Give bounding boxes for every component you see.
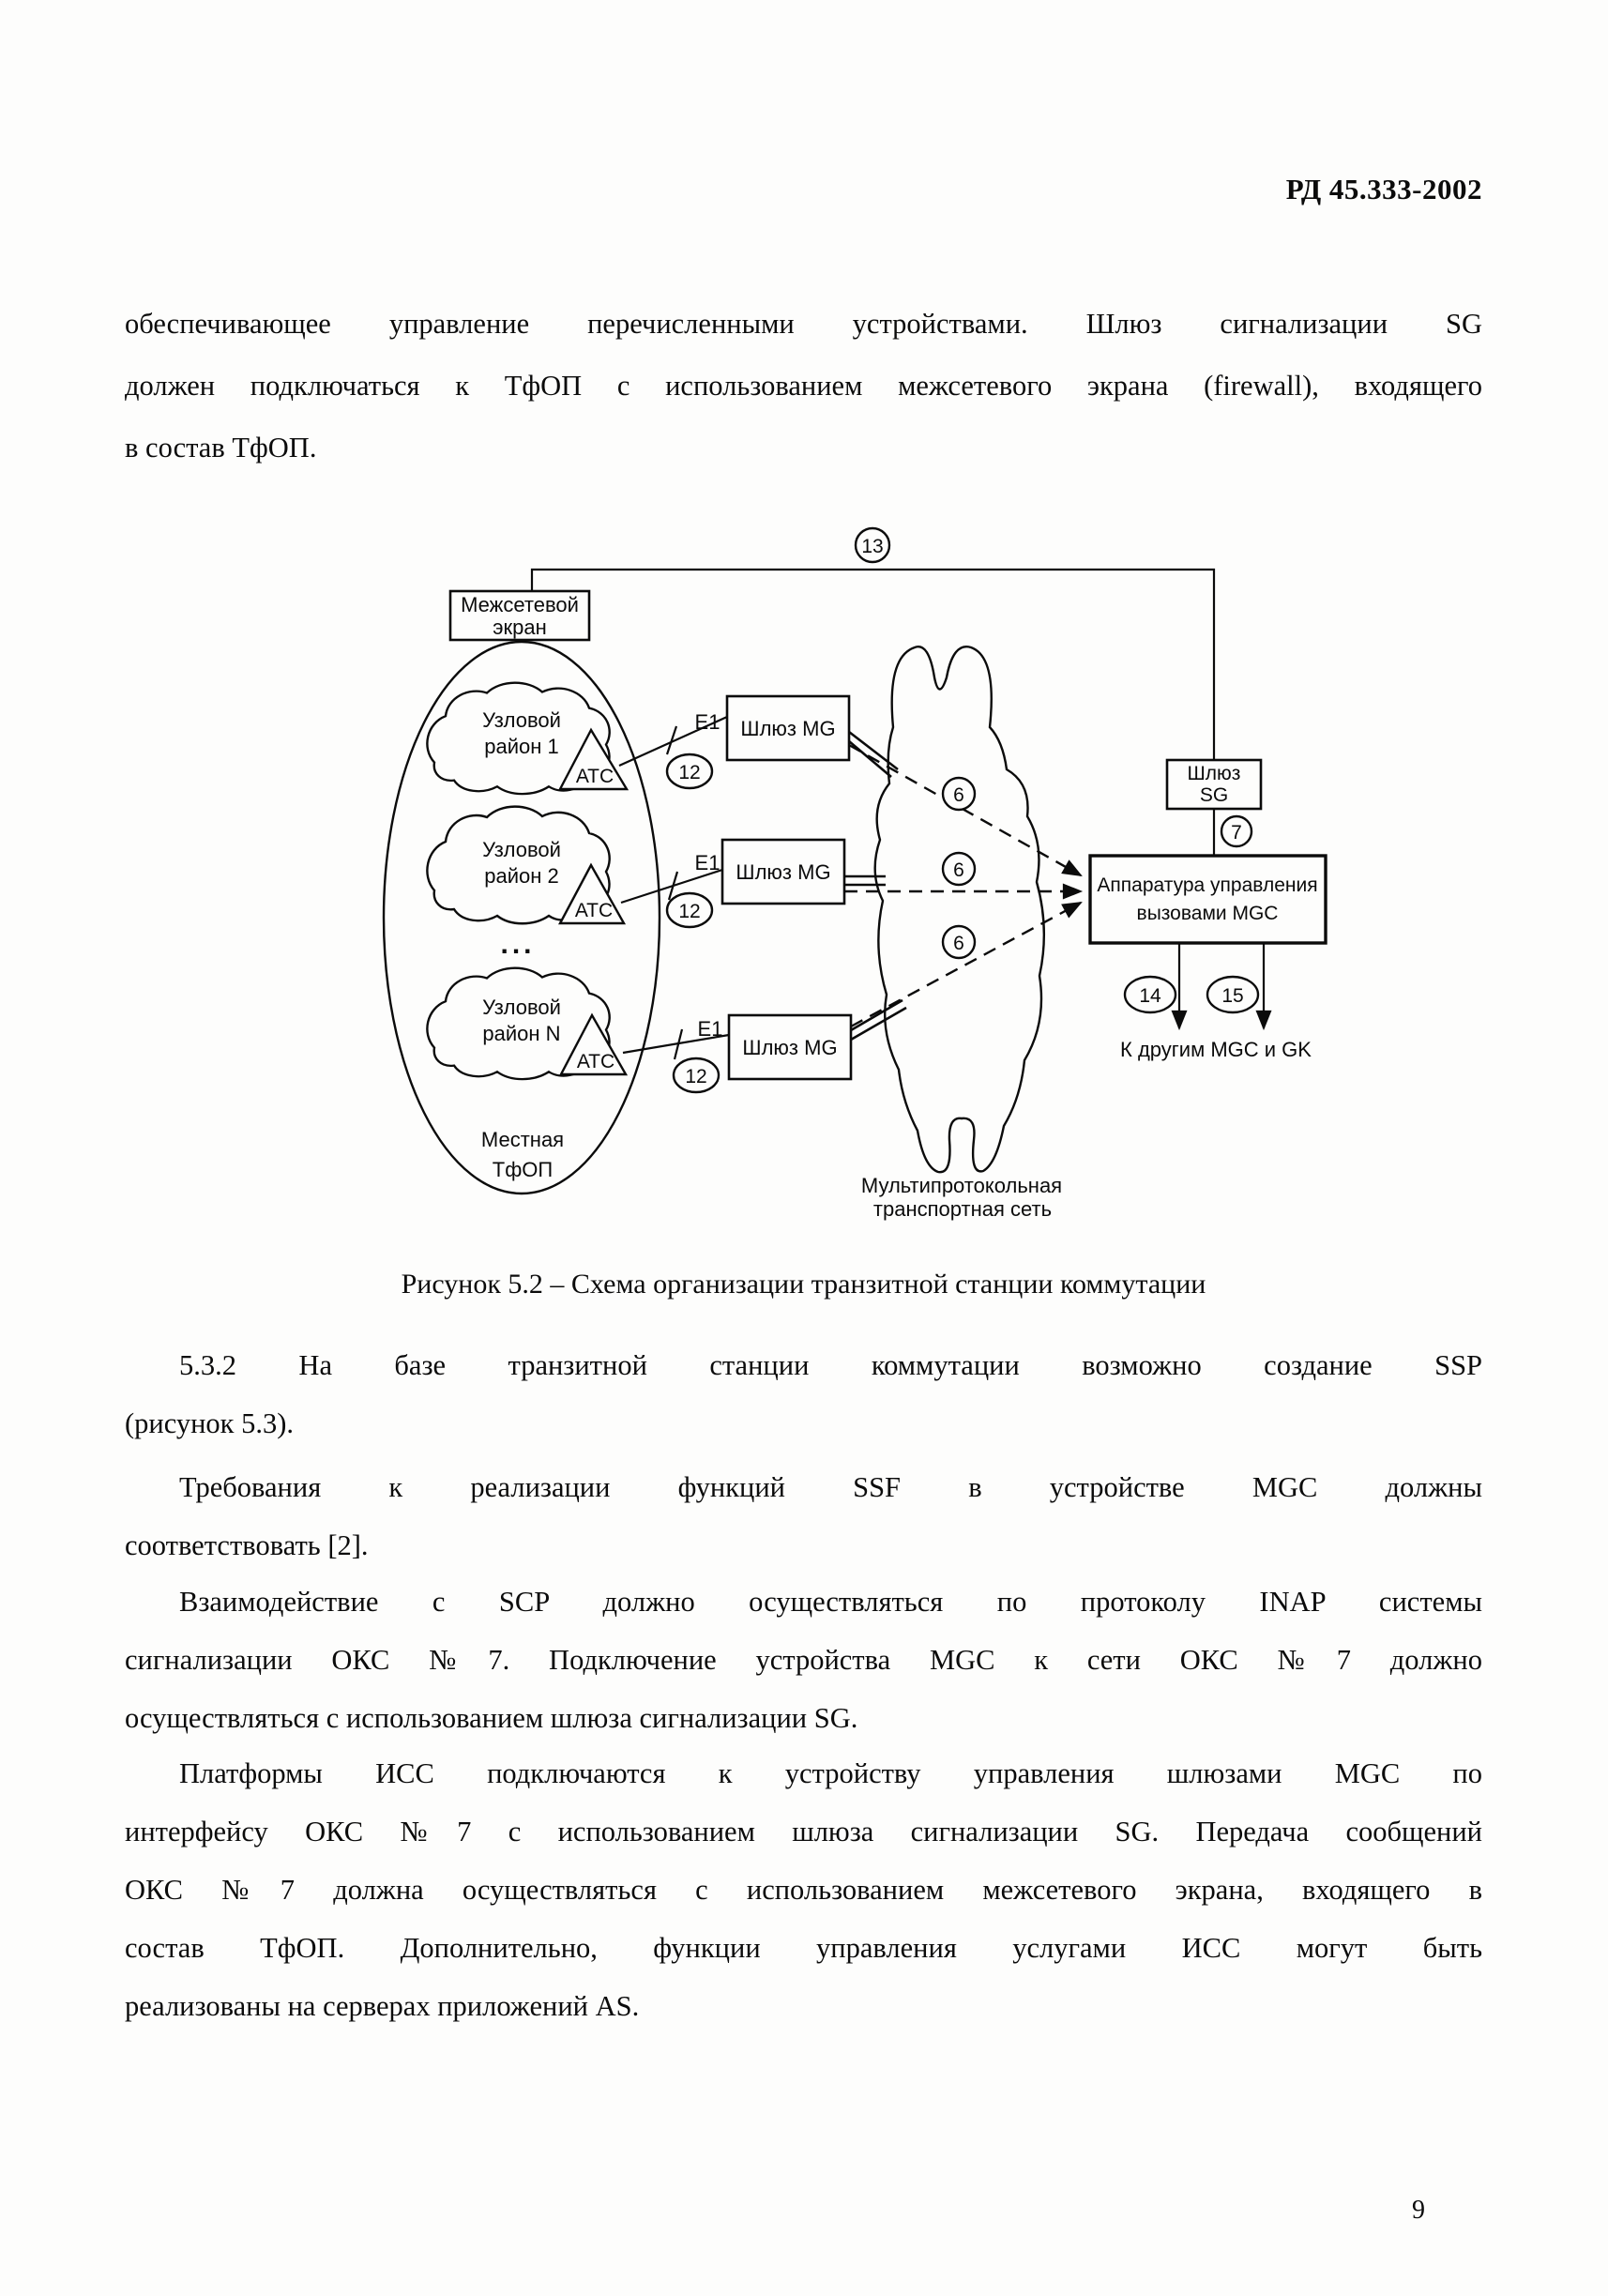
e1-label-1: E1 <box>694 710 721 734</box>
pstn-label-1: Местная <box>480 1128 565 1151</box>
cloudN-label-1: Узловой <box>482 996 561 1019</box>
atc2-label: АТС <box>574 900 614 921</box>
cloud2-label-1: Узловой <box>482 838 561 861</box>
paragraph-1 <box>125 293 1482 479</box>
mg2-label: Шлюз MG <box>736 860 831 884</box>
figure-caption: Рисунок 5.2 – Схема организации транзитной станции коммутации <box>401 1269 1206 1300</box>
sg-label-2: SG <box>1199 784 1229 806</box>
cloud1-label-1: Узловой <box>482 708 561 732</box>
interface-12-label-1: 12 <box>678 762 701 783</box>
document-code: РД 45.333-2002 <box>1285 173 1482 205</box>
transport-network-cloud <box>875 646 1044 1172</box>
text-line: сигнализации ОКС №7. Подключение устройства MGC к сети ОКС №7 должно <box>125 1644 1482 1676</box>
to-other-mgc-label: К другим MGC и GK <box>1120 1038 1312 1061</box>
text-line: Взаимодействие с SCP должно осуществляться по протоколу INAP системы <box>179 1586 1482 1618</box>
mgc-label-1: Аппаратура управления <box>1097 874 1318 896</box>
text-line: осуществляться с использованием шлюза сигнализации SG. <box>125 1702 858 1734</box>
paragraph-2 <box>125 1336 1482 1452</box>
sg-label-1: Шлюз <box>1187 763 1241 784</box>
e1-label-2: E1 <box>694 851 721 874</box>
text-line: обеспечивающее управление перечисленными устройствами. Шлюз сигнализации SG <box>125 308 1482 340</box>
mg3-label: Шлюз MG <box>742 1036 838 1059</box>
transport-label-1: Мультипротокольная <box>860 1174 1063 1197</box>
text-line: Платформы ИСС подключаются к устройству управления шлюзами MGC по <box>179 1757 1482 1789</box>
cloud2-label-2: район 2 <box>484 864 559 888</box>
text-line: 5.3.2 На базе транзитной станции коммутации возможно создание SSP <box>179 1349 1482 1381</box>
text-line: реализованы на серверах приложений AS. <box>125 1990 640 2022</box>
interface-13-label: 13 <box>861 536 884 557</box>
text-line: в состав ТфОП. <box>125 432 317 464</box>
interface-12-label-2: 12 <box>678 901 701 922</box>
atc1-label: АТС <box>575 766 614 787</box>
mgc-label-2: вызовами MGC <box>1136 903 1279 924</box>
interface-13-line <box>532 570 1214 760</box>
interface-6-label-1: 6 <box>953 784 964 806</box>
mg1-label: Шлюз MG <box>740 717 836 740</box>
interface-7-label: 7 <box>1231 822 1242 844</box>
figure-5-2-diagram <box>0 511 1608 1253</box>
interface-12-label-3: 12 <box>685 1066 707 1087</box>
text-line: состав ТфОП. Дополнительно, функции управления услугами ИСС могут быть <box>125 1932 1482 1964</box>
interface-15-label: 15 <box>1221 985 1244 1007</box>
ellipsis-dots: ... <box>500 929 536 960</box>
text-line: интерфейсу ОКС №7 с использованием шлюза сигнализации SG. Передача сообщений <box>125 1816 1482 1847</box>
paragraph-5 <box>125 1744 1482 2035</box>
interface-6-label-3: 6 <box>953 933 964 954</box>
interface-6-label-2: 6 <box>953 859 964 881</box>
firewall-label-1: Межсетевой <box>461 593 579 616</box>
mgc-box <box>1090 856 1326 943</box>
cloudN-label-2: район N <box>482 1022 561 1045</box>
paragraph-4 <box>125 1573 1482 1747</box>
atcN-label: АТС <box>576 1051 615 1072</box>
text-line: Требования к реализации функций SSF в устройстве MGC должны <box>179 1471 1482 1503</box>
e1-label-3: E1 <box>697 1017 723 1041</box>
text-line: должен подключаться к ТфОП с использованием межсетевого экрана (firewall), входящего <box>125 370 1482 402</box>
cloud1-label-2: район 1 <box>484 735 559 758</box>
transport-label-2: транспортная сеть <box>872 1197 1053 1221</box>
firewall-label-2: экран <box>493 616 547 639</box>
pstn-label-2: ТфОП <box>492 1158 554 1181</box>
paragraph-3 <box>125 1458 1482 1574</box>
network-diagram <box>0 511 1608 1253</box>
page-number: 9 <box>1412 2196 1425 2225</box>
text-line: ОКС №7 должна осуществляться с использованием межсетевого экрана, входящего в <box>125 1874 1482 1906</box>
interface-14-label: 14 <box>1139 985 1161 1007</box>
text-line: соответствовать [2]. <box>125 1529 369 1561</box>
text-line: (рисунок 5.3). <box>125 1407 295 1439</box>
